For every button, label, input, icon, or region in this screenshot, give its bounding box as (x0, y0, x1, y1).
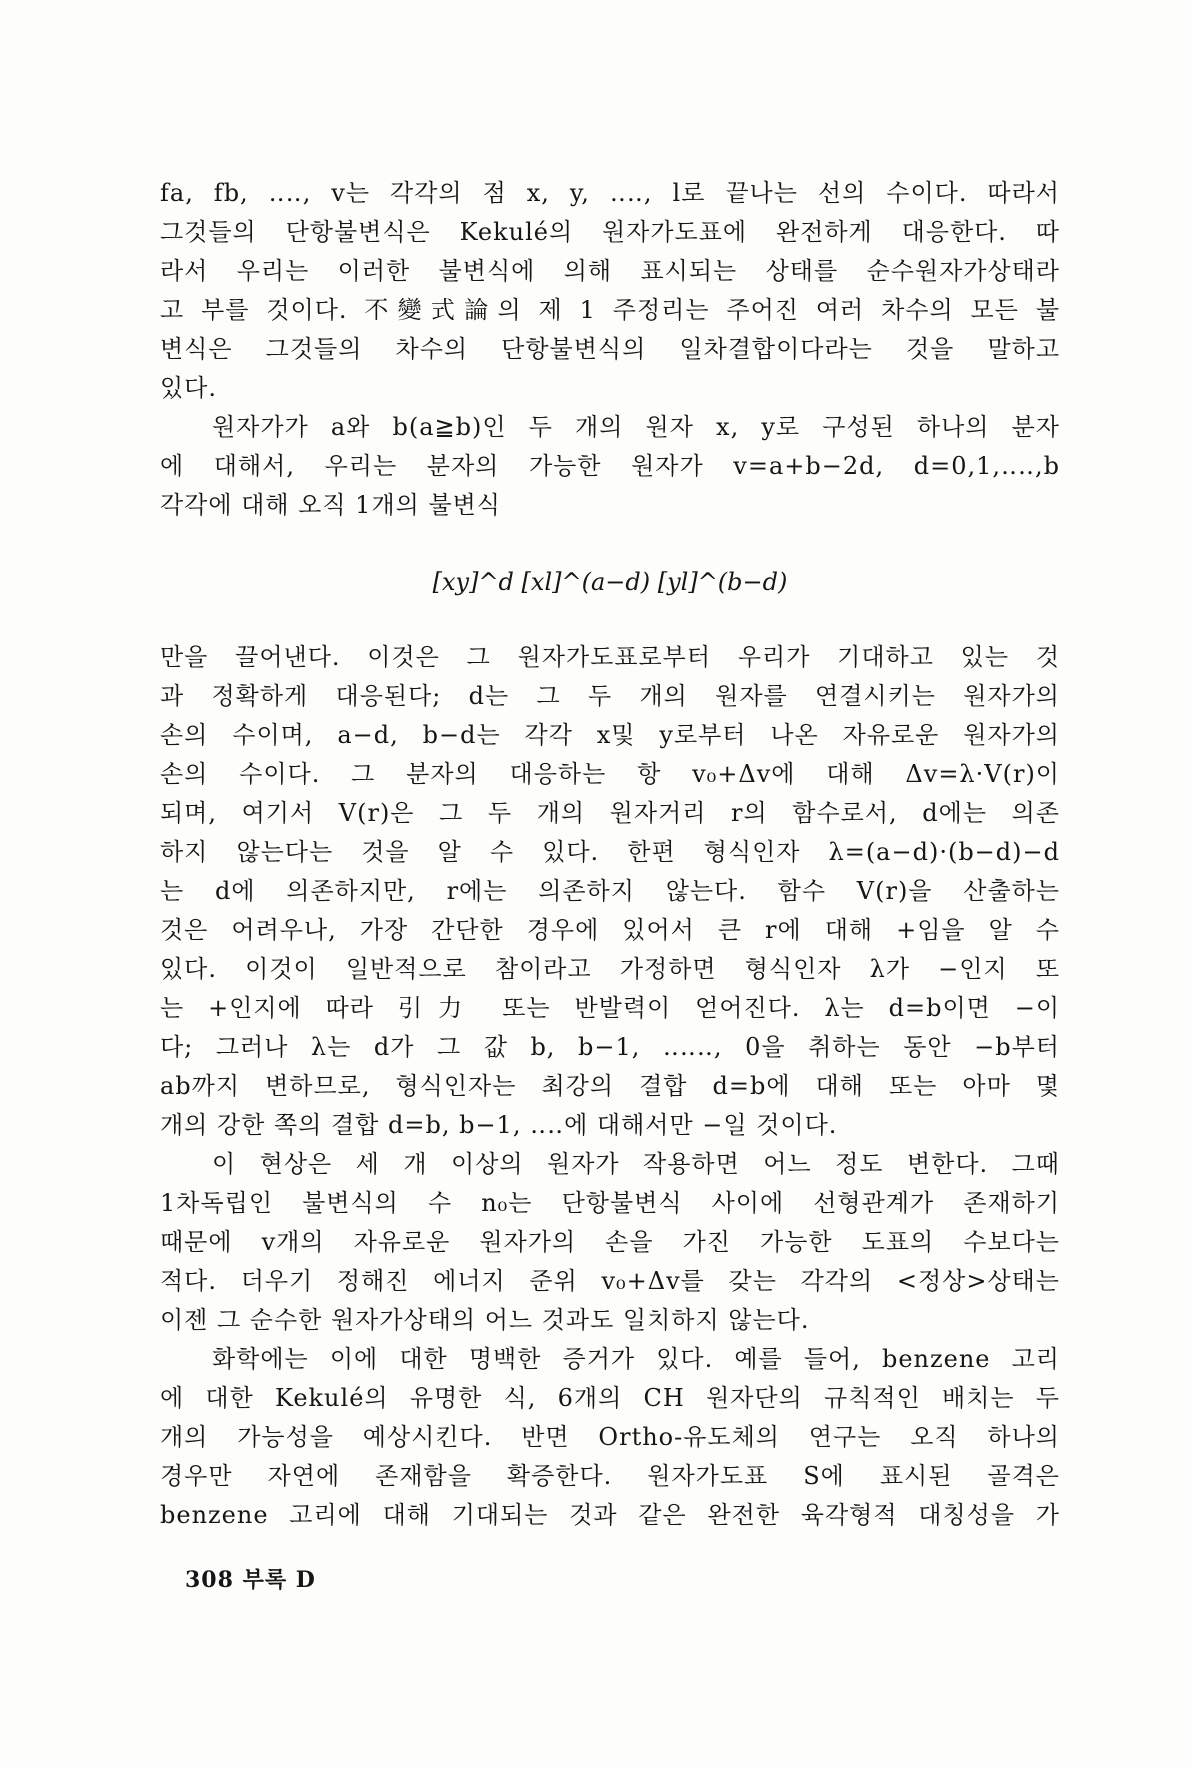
text-line: 원자가가 a와 b(a≧b)인 두 개의 원자 x, y로 구성된 하나의 분자 (212, 413, 1060, 441)
text-line: 적다. 더우기 정해진 에너지 준위 v₀+Δv를 갖는 각각의 <정상>상태는 (160, 1267, 1060, 1295)
text-line: 것은 어려우나, 가장 간단한 경우에 있어서 큰 r에 대해 +임을 알 수 (160, 916, 1060, 944)
text-line: 있다. (160, 374, 217, 402)
text-line: 개의 가능성을 예상시킨다. 반면 Ortho-유도체의 연구는 오직 하나의 (160, 1423, 1060, 1451)
text-line: 각각에 대해 오직 1개의 불변식 (160, 491, 501, 519)
text-line: 고 부를 것이다. 不變式論의 제 1 주정리는 주어진 여러 차수의 모든 불 (160, 296, 1060, 324)
text-line: 이 현상은 세 개 이상의 원자가 작용하면 어느 정도 변한다. 그때 (212, 1150, 1060, 1178)
text-line: 손의 수이며, a−d, b−d는 각각 x및 y로부터 나온 자유로운 원자가의 (160, 721, 1060, 749)
text-line: 되며, 여기서 V(r)은 그 두 개의 원자거리 r의 함수로서, d에는 의존 (160, 799, 1060, 827)
text-line: 이젠 그 순수한 원자가상태의 어느 것과도 일치하지 않는다. (160, 1306, 810, 1334)
text-line: 화학에는 이에 대한 명백한 증거가 있다. 예를 들어, benzene 고리 (212, 1345, 1060, 1373)
text-line: 변식은 그것들의 차수의 단항불변식의 일차결합이다라는 것을 말하고 (160, 335, 1060, 363)
text-line: benzene 고리에 대해 기대되는 것과 같은 완전한 육각형적 대칭성을 가 (160, 1501, 1060, 1529)
formula: [xy]^d [xl]^(a−d) [yl]^(b−d) (432, 568, 788, 596)
text-line: 개의 강한 쪽의 결합 d=b, b−1, ‥‥에 대해서만 −일 것이다. (160, 1111, 838, 1139)
text-line: 과 정확하게 대응된다; d는 그 두 개의 원자를 연결시키는 원자가의 (160, 682, 1060, 710)
text-line: 손의 수이다. 그 분자의 대응하는 항 v₀+Δv에 대해 Δv=λ·V(r)이 (160, 760, 1060, 788)
page-footer: 308 부록 D (185, 1567, 316, 1593)
text-line: 다; 그러나 λ는 d가 그 값 b, b−1, ‥‥‥, 0을 취하는 동안 −b부터 (160, 1033, 1060, 1061)
text-line: 하지 않는다는 것을 알 수 있다. 한편 형식인자 λ=(a−d)·(b−d)−d (160, 838, 1060, 866)
text-line: 때문에 v개의 자유로운 원자가의 손을 가진 가능한 도표의 수보다는 (160, 1228, 1060, 1256)
text-line: ab까지 변하므로, 형식인자는 최강의 결합 d=b에 대해 또는 아마 몇 (160, 1072, 1060, 1100)
text-line: 경우만 자연에 존재함을 확증한다. 원자가도표 S에 표시된 골격은 (160, 1462, 1060, 1490)
text-line: 있다. 이것이 일반적으로 참이라고 가정하면 형식인자 λ가 −인지 또 (160, 955, 1060, 983)
text-line: fa, fb, ‥‥, v는 각각의 점 x, y, ‥‥, l로 끝나는 선의 수이다. 따라서 (160, 179, 1060, 207)
text-line: 에 대한 Kekulé의 유명한 식, 6개의 CH 원자단의 규칙적인 배치는 두 (160, 1384, 1060, 1412)
text-line: 에 대해서, 우리는 분자의 가능한 원자가 v=a+b−2d, d=0,1,‥‥,b (160, 452, 1060, 480)
text-line: 그것들의 단항불변식은 Kekulé의 원자가도표에 완전하게 대응한다. 따 (160, 218, 1060, 246)
text-line: 라서 우리는 이러한 불변식에 의해 표시되는 상태를 순수원자가상태라 (160, 257, 1060, 285)
text-line: 만을 끌어낸다. 이것은 그 원자가도표로부터 우리가 기대하고 있는 것 (160, 643, 1060, 671)
text-line: 는 d에 의존하지만, r에는 의존하지 않는다. 함수 V(r)을 산출하는 (160, 877, 1060, 905)
text-line: 는 +인지에 따라 引力 또는 반발력이 얻어진다. λ는 d=b이면 −이 (160, 994, 1060, 1022)
text-line: 1차독립인 불변식의 수 n₀는 단항불변식 사이에 선형관계가 존재하기 (160, 1189, 1060, 1217)
